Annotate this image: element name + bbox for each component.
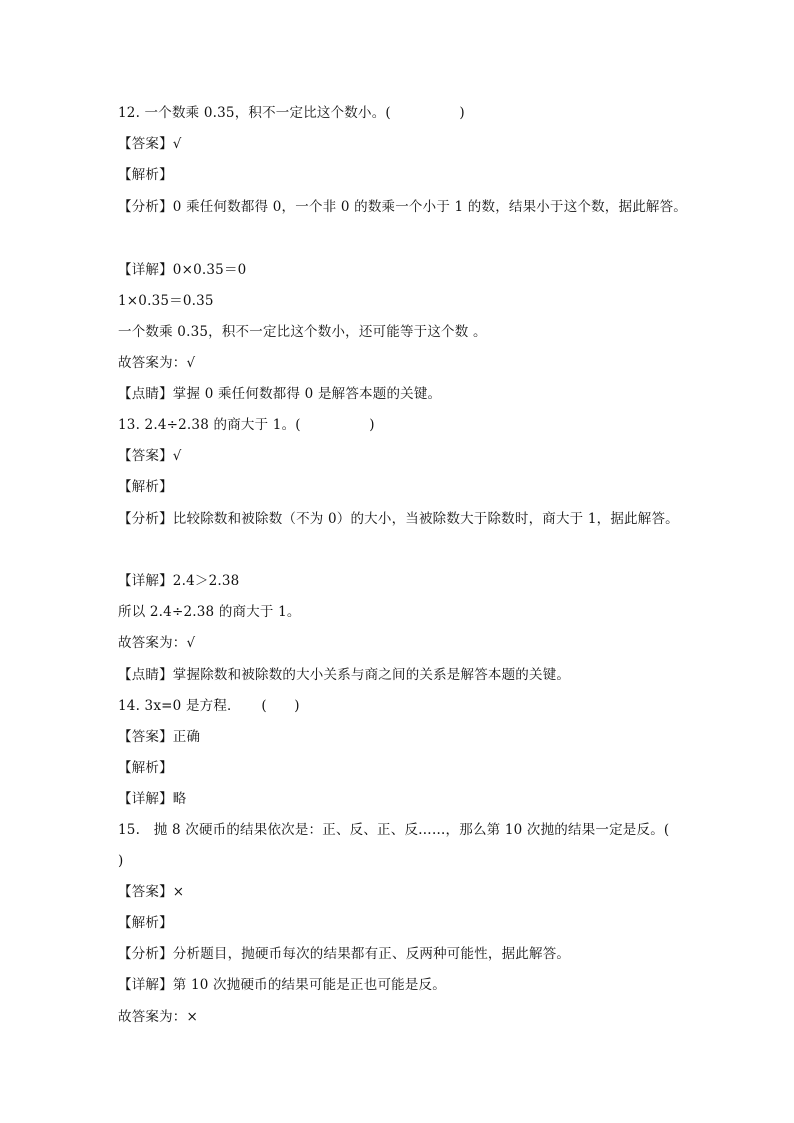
analysis-label: 【解析】 xyxy=(118,760,173,776)
question-15: 15. 抛 8 次硬币的结果依次是：正、反、正、反……，那么第 10 次抛的结果一定是反。( xyxy=(118,822,670,838)
answer-label: 【答案】× xyxy=(118,884,185,900)
analysis-text: 【分析】比较除数和被除数（不为 0）的大小，当被除数大于除数时，商大于 1，据此解答。 xyxy=(118,511,679,527)
detail-text: 【详解】略 xyxy=(118,791,187,807)
question-13: 13. 2.4÷2.38 的商大于 1。( ) xyxy=(118,417,375,433)
key-point-text: 【点睛】掌握除数和被除数的大小关系与商之间的关系是解答本题的关键。 xyxy=(118,667,571,683)
key-point-text: 【点睛】掌握 0 乘任何数都得 0 是解答本题的关键。 xyxy=(118,386,442,402)
conclusion-text: 故答案为：√ xyxy=(118,355,196,371)
answer-label: 【答案】√ xyxy=(118,136,182,152)
analysis-label: 【解析】 xyxy=(118,915,173,931)
analysis-label: 【解析】 xyxy=(118,167,173,183)
analysis-label: 【解析】 xyxy=(118,479,173,495)
answer-label: 【答案】√ xyxy=(118,448,182,464)
detail-text: 一个数乘 0.35，积不一定比这个数小，还可能等于这个数 。 xyxy=(118,324,487,340)
analysis-text: 【分析】分析题目，抛硬币每次的结果都有正、反两种可能性，据此解答。 xyxy=(118,946,571,962)
conclusion-text: 故答案为：× xyxy=(118,1009,199,1025)
question-14: 14. 3x=0 是方程． ( ) xyxy=(118,698,300,714)
question-12: 12. 一个数乘 0.35，积不一定比这个数小。( ) xyxy=(118,105,465,121)
detail-text: 【详解】2.4＞2.38 xyxy=(118,573,240,589)
conclusion-text: 故答案为：√ xyxy=(118,635,196,651)
detail-text: 1×0.35＝0.35 xyxy=(118,293,214,309)
detail-text: 所以 2.4÷2.38 的商大于 1。 xyxy=(118,604,301,620)
analysis-text: 【分析】0 乘任何数都得 0，一个非 0 的数乘一个小于 1 的数，结果小于这个数，据此解答。 xyxy=(118,199,688,215)
detail-text: 【详解】第 10 次抛硬币的结果可能是正也可能是反。 xyxy=(118,977,446,993)
question-15-bracket: ) xyxy=(118,853,124,869)
detail-text: 【详解】0×0.35＝0 xyxy=(118,262,247,278)
answer-label: 【答案】正确 xyxy=(118,729,201,745)
